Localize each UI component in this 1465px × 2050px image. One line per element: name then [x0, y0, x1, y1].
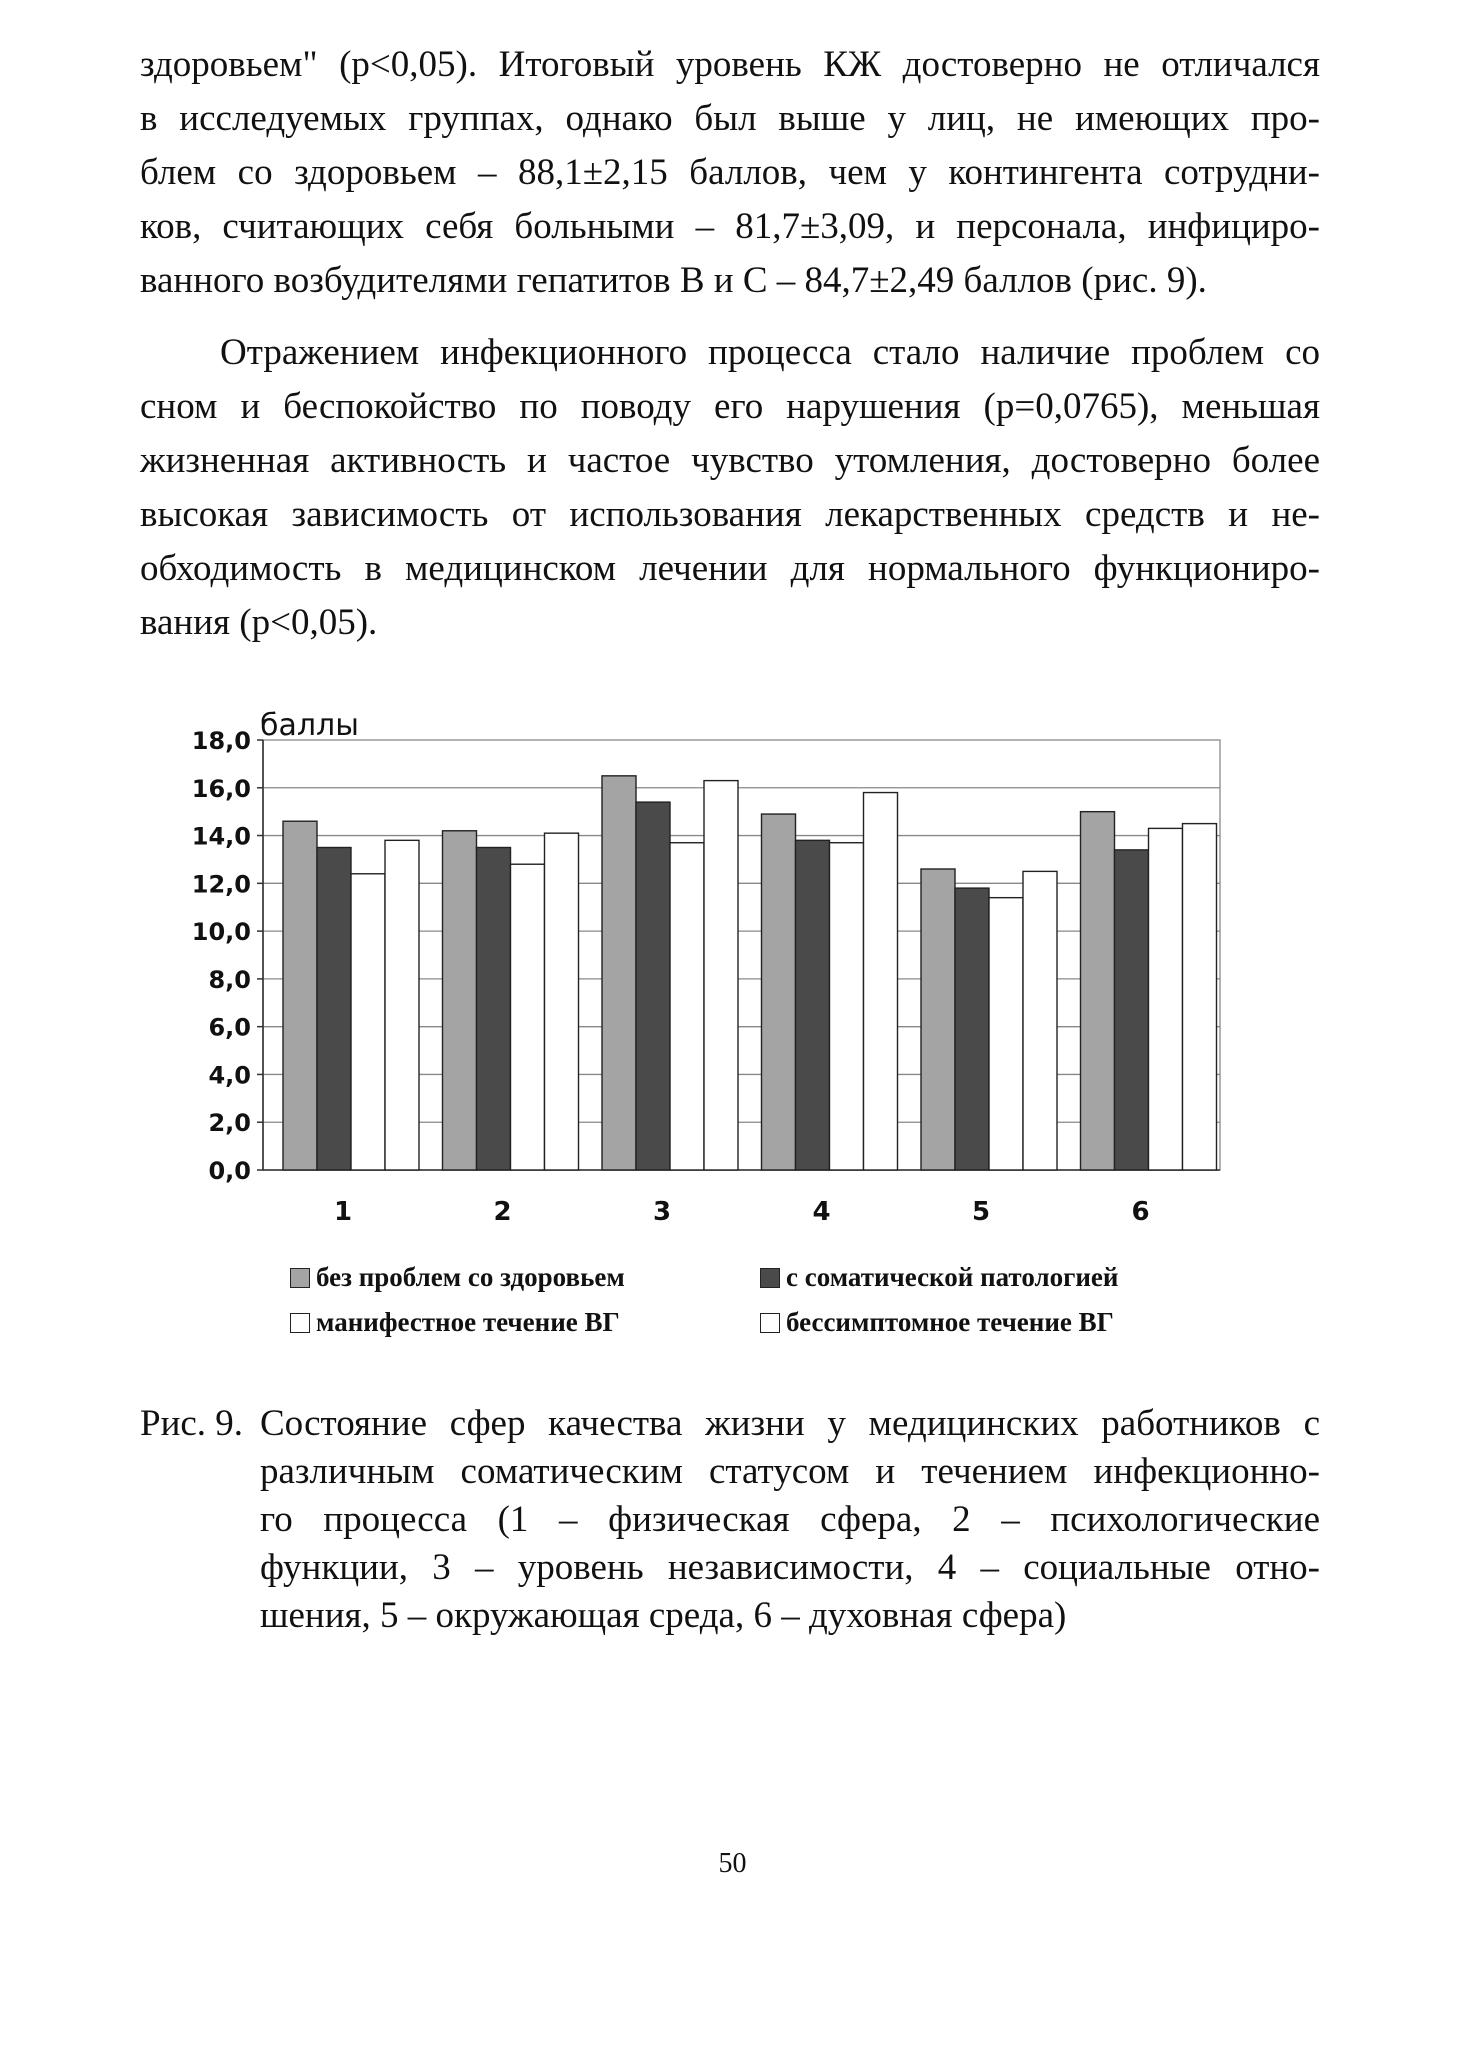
text-line: Отражением инфекционного процесса стало наличие проблем со [220, 332, 1320, 373]
y-tick-label: 4,0 [208, 1061, 251, 1090]
page-number: 50 [718, 1848, 747, 1879]
bar [921, 869, 955, 1170]
bar [670, 843, 704, 1170]
legend-item [290, 1307, 620, 1338]
legend-swatch [760, 1268, 780, 1288]
x-tick-label: 3 [652, 1197, 672, 1227]
bar [762, 814, 796, 1170]
bar [1149, 828, 1183, 1170]
bar [545, 833, 579, 1170]
paragraph-1 [140, 38, 1320, 308]
bar [704, 781, 738, 1170]
bar [1115, 850, 1149, 1170]
y-tick-label: 0,0 [208, 1157, 251, 1185]
legend-label: манифестное течение ВГ [316, 1307, 620, 1337]
text-line: обходимость в медицинском лечении для нормального функциониро- [140, 548, 1320, 589]
y-tick-label: 6,0 [208, 1013, 251, 1042]
paragraph-2 [140, 326, 1320, 650]
text-line: сном и беспокойство по поводу его нарушения (p=0,0765), меньшая [140, 386, 1320, 427]
legend-swatch [290, 1313, 310, 1333]
bar [351, 874, 385, 1170]
y-tick-label: 14,0 [191, 822, 251, 851]
bar [636, 802, 670, 1170]
y-tick-label: 8,0 [208, 965, 251, 994]
bar [443, 831, 477, 1170]
bar [283, 821, 317, 1170]
x-tick-label: 5 [971, 1197, 991, 1227]
bar [989, 898, 1023, 1170]
text-line: здоровьем" (p<0,05). Итоговый уровень КЖ достоверно не отличался [140, 44, 1320, 85]
caption-line: шения, 5 – окружающая среда, 6 – духовная сфера) [260, 1595, 1067, 1636]
x-tick-label: 6 [1131, 1197, 1150, 1227]
bar [955, 888, 989, 1170]
bar [830, 843, 864, 1170]
text-line: высокая зависимость от использования лекарственных средств и не- [140, 494, 1320, 535]
x-tick-label: 2 [493, 1197, 512, 1227]
text-line: в исследуемых группах, однако был выше у лиц, не имеющих про- [140, 98, 1320, 139]
legend-label: бессимптомное течение ВГ [786, 1307, 1114, 1337]
legend-swatch [290, 1268, 310, 1288]
text-line: ванного возбудителями гепатитов В и С – 84,7±2,49 баллов (рис. 9). [140, 260, 1207, 301]
x-tick-label: 4 [812, 1197, 831, 1227]
bar [1183, 824, 1217, 1170]
text-line: блем со здоровьем – 88,1±2,15 баллов, чем у контингента сотрудни- [140, 152, 1320, 193]
text-line: жизненная активность и частое чувство утомления, достоверно более [140, 440, 1320, 481]
bar [796, 840, 830, 1170]
y-tick-label: 12,0 [191, 870, 251, 899]
bar [511, 864, 545, 1170]
bar [864, 793, 898, 1170]
caption-line: функции, 3 – уровень независимости, 4 – социальные отно- [260, 1547, 1320, 1588]
caption-line: го процесса (1 – физическая сфера, 2 – психологические [260, 1499, 1320, 1540]
legend-item [760, 1307, 1114, 1338]
caption-line: Состояние сфер качества жизни у медицинских работников с [260, 1403, 1320, 1444]
legend-label: без проблем со здоровьем [316, 1262, 625, 1292]
bar [385, 840, 419, 1170]
y-tick-label: 16,0 [191, 774, 251, 803]
caption-label: Рис. 9. [140, 1403, 244, 1444]
bar [1081, 812, 1115, 1170]
y-tick-label: 2,0 [208, 1109, 251, 1138]
text-line: вания (p<0,05). [140, 602, 378, 643]
caption-line: различным соматическим статусом и течением инфекционно- [260, 1451, 1320, 1492]
legend-label: с соматической патологией [786, 1262, 1119, 1292]
legend-item [290, 1262, 625, 1293]
bar [602, 776, 636, 1170]
y-tick-labels [192, 727, 251, 1185]
y-tick-label: 18,0 [191, 727, 251, 755]
x-tick-label: 1 [333, 1197, 353, 1227]
legend-item [760, 1262, 1118, 1293]
bar-chart [140, 690, 1300, 1350]
bar [1023, 871, 1057, 1170]
bar [317, 848, 351, 1171]
x-tick-labels [334, 1197, 1150, 1227]
y-axis-label: баллы [260, 708, 359, 743]
legend-swatch [760, 1313, 780, 1333]
y-tick-label: 10,0 [191, 918, 251, 947]
bar [477, 848, 511, 1171]
caption-text [260, 1400, 1320, 1640]
text-line: ков, считающих себя больными – 81,7±3,09, и персонала, инфициро- [140, 206, 1320, 247]
